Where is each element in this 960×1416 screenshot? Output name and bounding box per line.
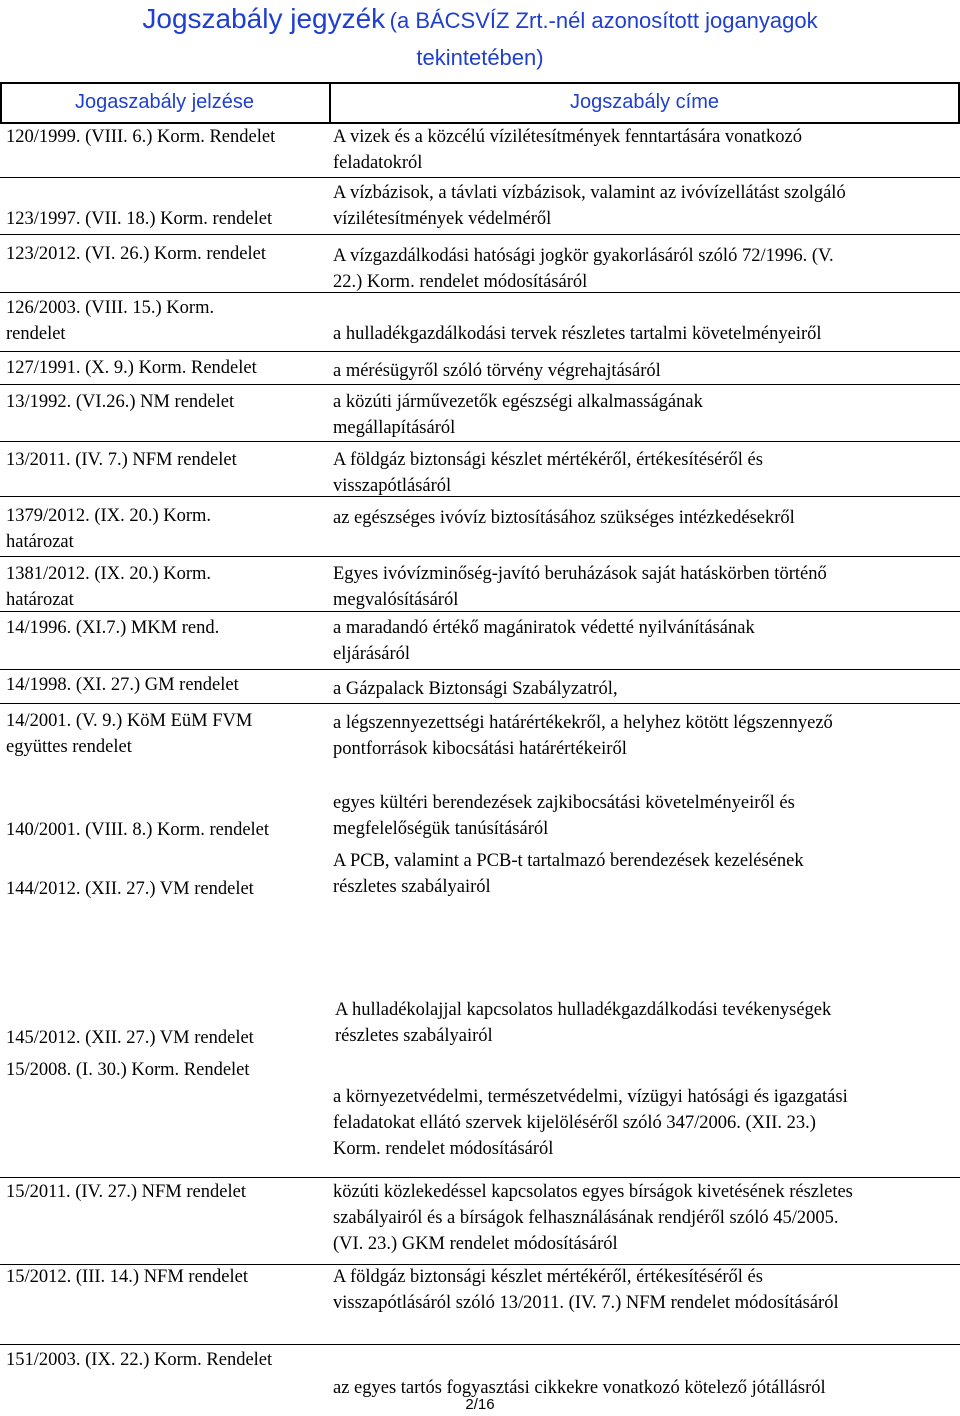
regulation-id [6, 447, 237, 473]
row-separator [0, 1344, 960, 1345]
regulation-id [6, 876, 254, 902]
regulation-id-line: 120/1999. (VIII. 6.) Korm. Rendelet [6, 127, 276, 147]
title-main: Jogszabály jegyzék [142, 3, 386, 34]
regulation-title-line: Egyes ivóvízminőség-javító beruházások saját hatáskörben történő [333, 564, 827, 584]
regulation-id [6, 1057, 250, 1083]
regulation-title [333, 848, 804, 900]
regulation-id-line: 15/2012. (III. 14.) NFM rendelet [6, 1267, 248, 1287]
regulation-title [333, 676, 618, 702]
regulation-id [6, 817, 269, 843]
regulation-id-line: 151/2003. (IX. 22.) Korm. Rendelet [6, 1350, 273, 1370]
regulation-title [333, 790, 795, 842]
regulation-title [333, 389, 703, 441]
regulation-title [333, 615, 755, 667]
column-header-id: Jogaszabály jelzése [75, 91, 254, 113]
row-separator [0, 177, 960, 178]
regulation-title-line: a légszennyezettségi határértékekről, a helyhez kötött légszennyező [333, 713, 833, 733]
regulation-title-line: A PCB, valamint a PCB-t tartalmazó berendezések kezelésének [333, 851, 804, 871]
regulation-title-line: részletes szabályairól [333, 877, 491, 897]
regulation-id [6, 1179, 246, 1205]
regulation-id [6, 124, 275, 150]
regulation-id-line: 145/2012. (XII. 27.) VM rendelet [6, 1028, 254, 1048]
regulation-title-line: A vizek és a közcélú vízilétesítmények fenntartására vonatkozó [333, 127, 802, 147]
regulation-id-line: 144/2012. (XII. 27.) VM rendelet [6, 879, 254, 899]
regulation-id [6, 561, 211, 613]
regulation-id-line: 14/1996. (XI.7.) MKM rend. [6, 618, 220, 638]
regulation-title [333, 561, 827, 613]
regulation-title [333, 505, 795, 531]
regulation-id-line: 14/1998. (XI. 27.) GM rendelet [6, 675, 239, 695]
regulation-title-line: visszapótlásáról szóló 13/2011. (IV. 7.) NFM rendelet módosításáról [333, 1293, 839, 1313]
row-separator [0, 1264, 960, 1265]
row-separator [0, 496, 960, 497]
regulation-id-line: 13/1992. (VI.26.) NM rendelet [6, 392, 235, 412]
regulation-id [6, 206, 272, 232]
regulation-title-line: a hulladékgazdálkodási tervek részletes tartalmi követelményeiről [333, 324, 822, 344]
regulation-title [333, 124, 802, 176]
regulation-title-line: feladatokról [333, 153, 423, 173]
regulation-id [6, 615, 219, 641]
regulation-title-line: A vízbázisok, a távlati vízbázisok, valamint az ivóvízellátást szolgáló [333, 183, 846, 203]
row-separator [0, 384, 960, 385]
regulation-id [6, 1025, 254, 1051]
regulation-title-line: közúti közlekedéssel kapcsolatos egyes bírságok kivetésének részletes [333, 1182, 853, 1202]
regulation-title-line: az egyes tartós fogyasztási cikkekre vonatkozó kötelező jótállásról [333, 1378, 826, 1398]
regulation-id-line: 123/2012. (VI. 26.) Korm. rendelet [6, 244, 266, 264]
regulation-title [335, 997, 831, 1049]
column-header-title: Jogszabály címe [570, 91, 719, 113]
regulation-id [6, 708, 252, 760]
regulation-id-line: rendelet [6, 324, 66, 344]
title-line2: tekintetében) [416, 45, 544, 70]
regulation-id-line: 123/1997. (VII. 18.) Korm. rendelet [6, 209, 273, 229]
regulation-title-line: pontforrások kibocsátási határértékeiről [333, 739, 627, 759]
regulation-id [6, 1347, 272, 1373]
document-title [0, 2, 960, 78]
regulation-id-line: együttes rendelet [6, 737, 132, 757]
row-separator [0, 669, 960, 670]
row-separator [0, 441, 960, 442]
regulation-title-line: a környezetvédelmi, természetvédelmi, vízügyi hatósági és igazgatási [333, 1087, 848, 1107]
regulation-title [333, 243, 834, 295]
regulation-id-line: 15/2008. (I. 30.) Korm. Rendelet [6, 1060, 250, 1080]
regulation-id-line: 1381/2012. (IX. 20.) Korm. [6, 564, 212, 584]
title-paren: (a BÁCSVÍZ Zrt.-nél azonosított joganyagok [389, 8, 818, 33]
regulation-title-line: a maradandó értékő magániratok védetté nyilvánításának [333, 618, 755, 638]
regulation-title [333, 358, 661, 384]
regulation-title-line: megfelelőségük tanúsításáról [333, 819, 549, 839]
regulation-id-line: 140/2001. (VIII. 8.) Korm. rendelet [6, 820, 270, 840]
regulation-title [333, 447, 763, 499]
regulation-title [333, 1179, 853, 1257]
regulation-title [333, 710, 833, 762]
regulation-title-line: Korm. rendelet módosításáról [333, 1139, 554, 1159]
regulation-title [333, 180, 846, 232]
row-separator [0, 611, 960, 612]
regulation-title-line: megállapításáról [333, 418, 456, 438]
regulation-id-line: 1379/2012. (IX. 20.) Korm. [6, 506, 212, 526]
regulation-title-line: A földgáz biztonsági készlet mértékéről, értékesítéséről és [333, 450, 763, 470]
regulation-title-line: szabályairól és a bírságok felhasználásának rendjéről szóló 45/2005. [333, 1208, 839, 1228]
regulation-title-line: vízilétesítmények védelméről [333, 209, 552, 229]
regulation-title-line: A hulladékolajjal kapcsolatos hulladékgazdálkodási tevékenységek [335, 1000, 832, 1020]
regulation-title-line: részletes szabályairól [335, 1026, 493, 1046]
regulation-id [6, 1264, 248, 1290]
regulation-title-line: a közúti járművezetők egészségi alkalmasságának [333, 392, 703, 412]
regulation-title [333, 321, 822, 347]
row-separator [0, 234, 960, 235]
regulation-title-line: a mérésügyről szóló törvény végrehajtásáról [333, 361, 661, 381]
regulation-title-line: A vízgazdálkodási hatósági jogkör gyakorlásáról szóló 72/1996. (V. [333, 246, 834, 266]
regulation-title-line: feladatokat ellátó szervek kijelöléséről szóló 347/2006. (XII. 23.) [333, 1113, 816, 1133]
regulation-id-line: 13/2011. (IV. 7.) NFM rendelet [6, 450, 237, 470]
regulation-title-line: egyes kültéri berendezések zajkibocsátási követelményeiről és [333, 793, 795, 813]
regulation-title-line: (VI. 23.) GKM rendelet módosításáról [333, 1234, 618, 1254]
row-separator [0, 556, 960, 557]
regulation-id-line: határozat [6, 532, 74, 552]
regulation-id-line: 15/2011. (IV. 27.) NFM rendelet [6, 1182, 246, 1202]
regulation-title-line: megvalósításáról [333, 590, 459, 610]
regulation-title-line: a Gázpalack Biztonsági Szabályzatról, [333, 679, 618, 699]
row-separator [0, 1177, 960, 1178]
regulation-id-line: 127/1991. (X. 9.) Korm. Rendelet [6, 358, 257, 378]
regulation-id [6, 389, 234, 415]
regulation-title [333, 1264, 839, 1316]
regulation-id-line: határozat [6, 590, 74, 610]
regulation-title-line: eljárásáról [333, 644, 411, 664]
regulation-id [6, 672, 239, 698]
regulation-title-line: 22.) Korm. rendelet módosításáról [333, 272, 588, 292]
row-separator [0, 292, 960, 293]
regulation-id-line: 14/2001. (V. 9.) KöM EüM FVM [6, 711, 253, 731]
regulation-id-line: 126/2003. (VIII. 15.) Korm. [6, 298, 215, 318]
row-separator [0, 351, 960, 352]
regulation-title-line: A földgáz biztonsági készlet mértékéről, értékesítéséről és [333, 1267, 763, 1287]
regulation-id [6, 295, 214, 347]
regulation-id [6, 503, 211, 555]
regulation-title-line: az egészséges ivóvíz biztosításához szükséges intézkedésekről [333, 508, 795, 528]
regulation-title [333, 1084, 848, 1162]
regulation-title-line: visszapótlásáról [333, 476, 452, 496]
row-separator [0, 703, 960, 704]
page-number: 2/16 [465, 1396, 495, 1413]
regulation-id [6, 355, 257, 381]
regulation-id [6, 241, 266, 267]
